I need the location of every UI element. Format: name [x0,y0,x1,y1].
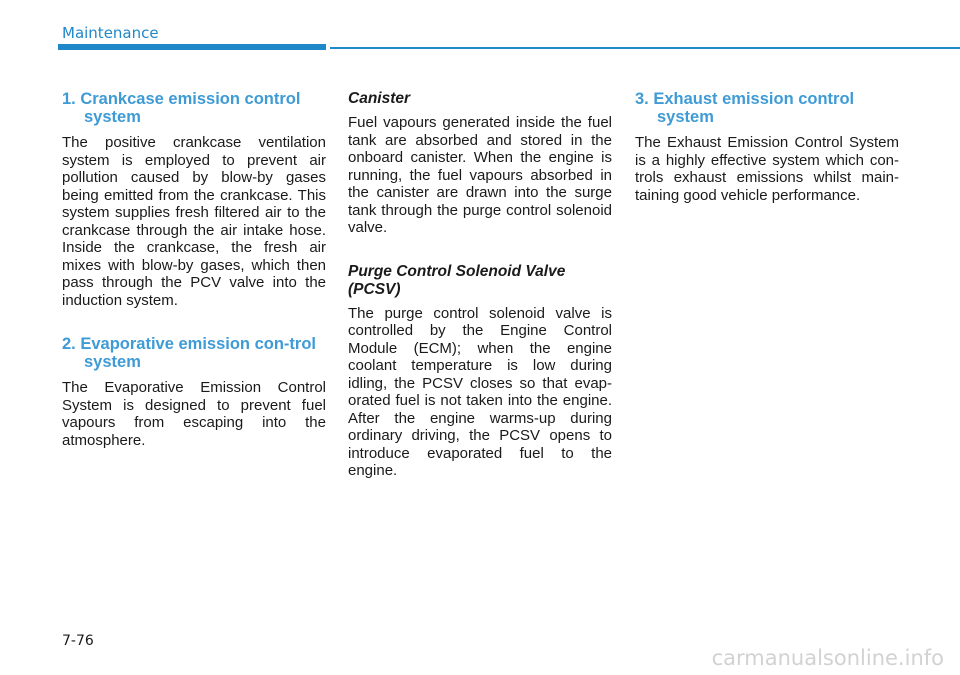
evaporative-heading: 2. Evaporative emission con-trol system [62,335,316,371]
exhaust-heading: 3. Exhaust emission control system [635,90,855,126]
crankcase-heading: 1. Crankcase emission control system [62,90,301,126]
crankcase-body: The positive crankcase ventilation system is employed to prevent air pollution caused by blow-by gases being emitted from the crankcase. This system supplies fresh filtered air to the crankcase through the air intake hose. Inside the crankcase, the fresh air mixes with blow-by gases, which then pass through the PCV valve into the induction system. [62,134,326,309]
exhaust-body: The Exhaust Emission Control System is a highly effective system which con-trols exhaust emissions whilst main-taining good vehicle performance. [635,134,899,204]
header-accent-bar [58,44,326,50]
header-rule [330,47,960,49]
section-title: Maintenance [62,24,159,42]
pcsv-heading: Purge Control Solenoid Valve (PCSV) [348,262,566,298]
column-1 [62,90,326,449]
column-3 [635,90,899,204]
evaporative-body: The Evaporative Emission Control System is designed to prevent fuel vapours from escaping into the atmosphere. [62,379,326,449]
pcsv-body: The purge control solenoid valve is controlled by the Engine Control Module (ECM); when the engine coolant temperature is low during idling, the PCSV closes so that evap-orated fuel is not taken into the engine. After the engine warms-up during ordinary driving, the PCSV opens to introduce evaporated fuel to the engine. [348,304,612,479]
column-2 [348,90,612,480]
page-number: 7-76 [62,633,94,649]
canister-body: Fuel vapours generated inside the fuel tank are absorbed and stored in the onboard canister. When the engine is running, the fuel vapours absorbed in the canister are drawn into the surge tank through the purge control solenoid valve. [348,114,612,236]
watermark: carmanualsonline.info [711,646,944,670]
canister-heading: Canister [348,90,411,107]
